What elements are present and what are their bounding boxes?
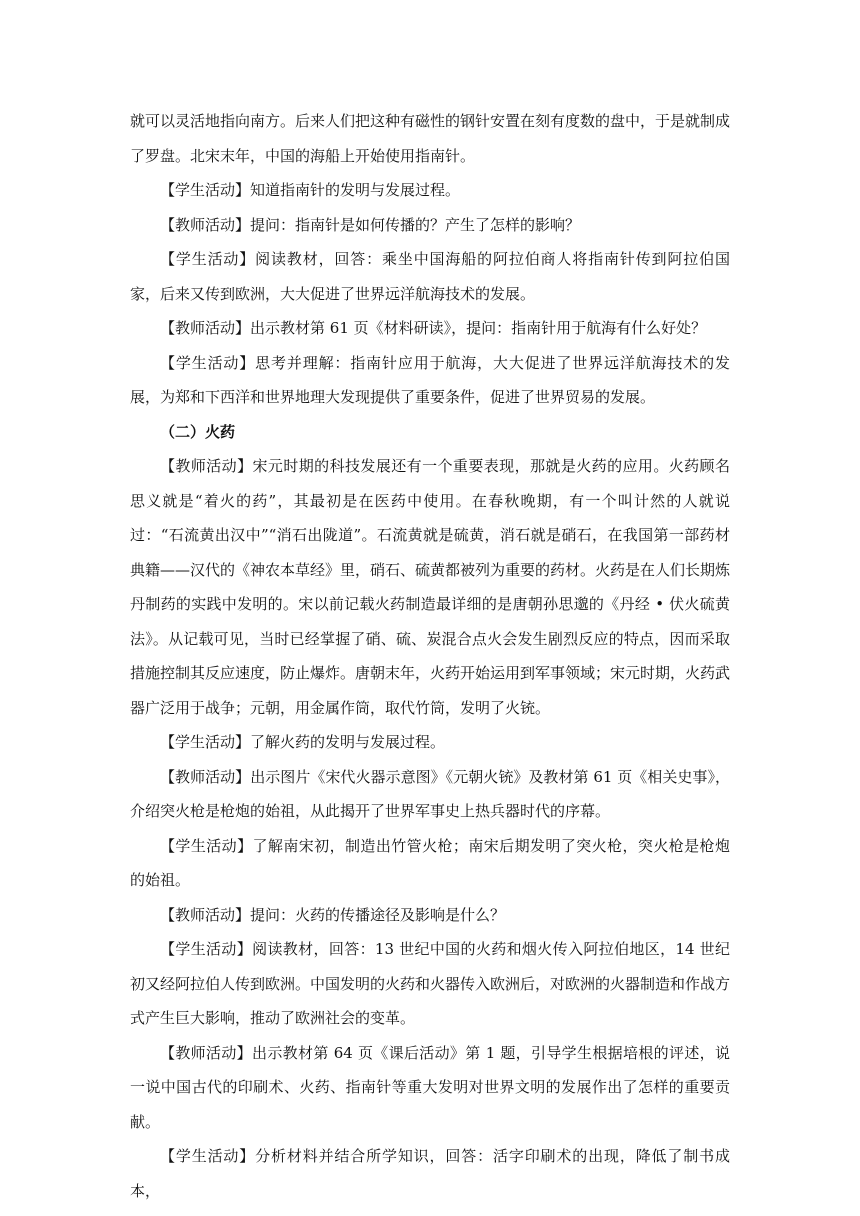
role-label: 【学生活动】	[160, 250, 256, 268]
section-heading: （二）火药	[160, 422, 236, 441]
paragraph-text: 了解火药的发明与发展过程。	[250, 733, 446, 751]
role-label: 【学生活动】	[160, 733, 251, 751]
role-label: 【学生活动】	[160, 353, 256, 372]
paragraph-text: 出示图片《宋代火器示意图》《元朝火铳》及教材第 61 页《相关史事》，介绍突火枪是枪炮的始祖，从此揭开了世界军事史上热兵器时代的序幕。	[130, 767, 730, 820]
role-label: 【学生活动】	[160, 1147, 256, 1165]
paragraph-teacher-activity	[130, 311, 730, 346]
paragraph-text: 分析材料并结合所学知识，回答：活字印刷术的出现，降低了制书成本，	[130, 1147, 730, 1200]
paragraph-text: 知道指南针的发明与发展过程。	[250, 181, 461, 199]
paragraph-continuation: 就可以灵活地指向南方。后来人们把这种有磁性的钢针安置在刻有度数的盘中，于是就制成了罗盘。北宋末年，中国的海船上开始使用指南针。	[130, 112, 731, 165]
paragraph-teacher-activity	[130, 760, 730, 829]
paragraph-text: 思考并理解：指南针应用于航海，大大促进了世界远洋航海技术的发展，为郑和下西洋和世界地理大发现提供了重要条件，促进了世界贸易的发展。	[130, 353, 730, 406]
paragraph-text: 阅读教材，回答：乘坐中国海船的阿拉伯商人将指南针传到阿拉伯国家，后来又传到欧洲，大大促进了世界远洋航海技术的发展。	[130, 250, 730, 303]
paragraph-student-activity	[130, 173, 730, 208]
paragraph-student-activity	[130, 1139, 730, 1208]
role-label: 【学生活动】	[160, 181, 251, 199]
paragraph-text: 宋元时期的科技发展还有一个重要表现，那就是火药的应用。火药顾名思义就是“着火的药”，其最初是在医药中使用。在春秋晚期，有一个叫计然的人就说过：“石流黄出汉中”“消石出陇道”。石流黄就是硫黄，消石就是硝石，在我国第一部药材典籍——汉代的《神农本草经》里，硝石、硫黄都被列为重要的药材。火药是在人们长期炼丹制药的实践中发明的。宋以前记载火药制造最详细的是唐朝孙思邈的《丹经 • 伏火硫黄法》。从记载可见，当时已经掌握了硝、硫、炭混合点火会发生剧烈反应的特点，因而采取措施控制其反应速度，防止爆炸。唐朝末年，火药开始运用到军事领域；宋元时期，火药武器广泛用于战争；元朝，用金属作筒，取代竹筒，发明了火铳。	[130, 457, 731, 717]
paragraph-student-activity	[130, 242, 730, 311]
role-label: 【学生活动】	[160, 836, 253, 855]
role-label: 【教师活动】	[160, 1043, 252, 1062]
paragraph-teacher-activity	[130, 449, 730, 725]
paragraph-text: 了解南宋初，制造出竹管火枪；南宋后期发明了突火枪，突火枪是枪炮的始祖。	[130, 836, 730, 889]
paragraph-text: 提问：指南针是如何传播的？产生了怎样的影响？	[250, 215, 581, 234]
paragraph-student-activity	[130, 346, 730, 415]
role-label: 【学生活动】	[160, 940, 253, 958]
paragraph-text: 出示教材第 61 页《材料研读》，提问：指南针用于航海有什么好处？	[250, 319, 707, 337]
paragraph-teacher-activity	[130, 208, 730, 243]
paragraph-student-activity	[130, 829, 730, 898]
role-label: 【教师活动】	[160, 457, 253, 475]
paragraph-student-activity	[130, 932, 730, 1036]
role-label: 【教师活动】	[160, 319, 251, 337]
role-label: 【教师活动】	[160, 767, 251, 786]
paragraph-teacher-activity	[130, 1036, 730, 1140]
paragraph-text: 提问：火药的传播途径及影响是什么？	[250, 905, 506, 924]
paragraph-teacher-activity	[130, 898, 730, 933]
role-label: 【教师活动】	[160, 905, 251, 924]
role-label: 【教师活动】	[160, 215, 251, 234]
paragraph-text: 出示教材第 64 页《课后活动》第 1 题，引导学生根据培根的评述，说一说中国古代的印刷术、火药、指南针等重大发明对世界文明的发展作出了怎样的重要贡献。	[130, 1043, 730, 1131]
paragraph-student-activity	[130, 725, 730, 760]
paragraph-text: 阅读教材，回答：13 世纪中国的火药和烟火传入阿拉伯地区，14 世纪初又经阿拉伯人传到欧洲。中国发明的火药和火器传入欧洲后，对欧洲的火器制造和作战方式产生巨大影响，推动了欧洲社会的变革。	[130, 940, 731, 1027]
